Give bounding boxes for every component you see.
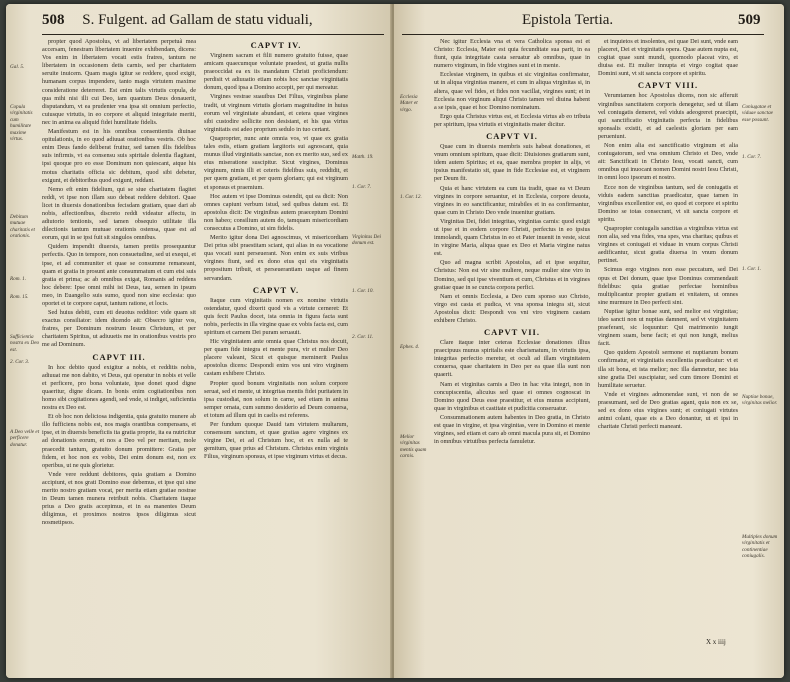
paragraph: Quaproprter, nunc ante omnia vos, vt quae ex gratia tales estis, etiam gratiam largitoris sui agnoscant, quia munus illud virginitatis sanctae, non ex merito suo, sed ex eius miseratione suscipitur. Sicut virgines, Dominus virginum, nimis illi et ceteris fidelibus suis, reddidit, et per quem gratiam, et per quem gloriam; qui est virginum et sponsus et praemium. — [204, 134, 348, 191]
margin-note: Copula virginitatis cum humilitate maxime virtus. — [10, 104, 33, 143]
margin-note: Matth. 19. — [352, 154, 374, 160]
paragraph: et inquietos et insolentes, est quae Dei sunt, vnde eam placeret, Dei et virginitatis opera. Quae autem nupta est, cogitat quae sunt mundi, quomodo placeat viro, et diuisa est. Et mulier innupta et virgo cogitat quae Domini sunt, vt sit sancta corpore et spiritu. — [598, 38, 738, 78]
paragraph: Manifestum est in his omnibus consentientis diuinae opitulationis, in eo quod adiuuat orationibus vestris. Ob hoc enim Deus fando deliberat fruitur, sed tamen illis fidelibus suis infirmis, vt ea consensu suis spiritale dolentia flagitant, ipsi quoque pro eo esse Dominum non quiescant, atque his motus charitatis officia sic debitum, quod sibi debetur, exigunt, et debitoribus quod exigunt, reddant. — [42, 128, 196, 184]
left-column-1 — [42, 38, 196, 642]
right-folio: 509 — [738, 12, 761, 28]
paragraph: Virginitas Dei, fidei integritas, virginitas carnis: quod exigit ut ipse et in eodem corpore Christi, perfectus in eo ipsius immolandi, quam Christus in eo et Pater inuenit in veste, sicut in virgine Maria, aliqua quae ex Deo et Maria virgine natus est. — [434, 217, 590, 258]
right-running-title: Epistola Tertia. — [522, 12, 614, 28]
chapter-heading: CAPVT VII. — [484, 327, 540, 338]
paragraph: Ergo quia Christus virtus est, et Ecclesia virtus ab eo tributa per spiritum, ipsa virtutis et virginitatis mater dicitur. — [434, 112, 590, 128]
margin-note: Ecclesia Mater et virgo. — [400, 94, 418, 113]
paragraph: Clare itaque inter ceteras Ecclesiae donationes illius praecipuus munus spiritalis este charismatum, in virtutis ipsa, integritas perfectio meretur, et oculi ad illam virginitatem conuersa, quae charitatem in Deo per ea quae illa sunt non quaerit. — [434, 339, 590, 379]
paragraph: Quidem impendit diuersis, tamen pretiis prosequuntur perfectis. Quo in tempore, non consuetudine, sed ut exequi, et ipse, et ad communiter et quae se consumme remaneant, quam et gratia in prosunt ante consummatum et cum etsi suis gratia et prima; ac ab omnibus exigat, Romanis ad reddens hoc debere: Ipse omni mihi ist Deus, tau, semen in ipsum meo, in Euangelio suis sumo, quod non sine ecclesia: quo oportet ei te corpore caput, tantum ratione, et locis. — [42, 243, 196, 307]
margin-note: 2. Cor. 11. — [352, 334, 374, 340]
paragraph: Vnde vere reddunt debitores, quia gratiam a Domino accipiunt, et nos grati Domino esse debemus, et ipse qui sine merito nostro gratiam vocat, per merita etiam gratiae nostrae in Deum tamen munera retribuit nobis. Charitatem itaque prius a Deo gratis accepimus, et in ea manentes Deum diligimus, et proximos nostros ipsos diligimus sicut nosmetipsos. — [42, 470, 196, 527]
paragraph: Quia et hanc virtutem ea cum ita tradit, quae ea vt Deum virgines in corpore seruantur, et in Ecclesia, corpore deuota, virgines in eo sanctificantur, mirabiles et in ea confirmantur, quae cum in Christo Deo vnde inuenitur gratiam. — [434, 184, 590, 216]
paragraph: In hoc debito quod exigitur a nobis, et redditis nobis, adiuuat me non dabito, vt Deus, qui operatur in nobis et velle et perficere, pro bona voluntate, ipse donet quod digne quaeritur, digne dicam. In bonis enim cogitationibus non homo sibi cogitationes agendi, sed vnde, si indiget, suficientia nostra ex Deo est. — [42, 363, 196, 412]
margin-note: A Deo velle et perficere donatur. — [10, 429, 40, 448]
margin-note: 1. Cor. 7. — [352, 184, 372, 190]
left-page — [6, 4, 392, 678]
paragraph: Non enim alia est sanctificatio virginum et alia coniugatorum, sed vna omnium Christo et Deo, vnde ait: Sanctificati in Christo Iesu, vocati sancti, cum omnibus qui inuocant nomen Domini nostri Iesu Christi, in omni loco ipsorum et nostro. — [598, 142, 738, 182]
paragraph: Quae cum in diuersis membris suis habeat donationes, et vnum omnium spiritum, quae dicit: Diuisiones gratiarum sunt, idem autem Spiritus; et ea, quae membra propter in alijs, vt ipsius manifestatio sit, quae in fide Ecclesiae est, et virginem per Deum fit. — [434, 143, 590, 183]
margin-note: Gal. 5. — [10, 64, 25, 70]
margin-note: Debitum mutuae charitatis et orationis. — [10, 214, 35, 240]
paragraph: Merito igitur dona Dei agnoscimus, vt misericordiam Dei prius sibi praestitam sciant, qui alias in ea vocatione qua vocati sunt perseuerant. Non enim ex suis viribus virgines fiunt, sed ex dono eius qui eis virginitatis propositum tribuit, et perseuerantiam usque ad finem servandam. — [204, 234, 348, 282]
left-head-rule — [42, 34, 384, 35]
paragraph: Per fundum quoque Dauid tam virtutem multarum, consensum sanctum, et quae gratias agere virgines ex virgine Dei, et ad Christum hoc, et ex nulla ad te gemitum, quae prius ad Christum. Christus enim virginis Filius, virginum sponsus, et ipse virginum virtus et decus. — [204, 421, 348, 461]
right-column-1 — [434, 38, 590, 642]
paragraph: Quapropter coniugalis sanctitas a virginibus virtus est non alia, sed vna fides, vna spes, vna charitas; quibus et virgines et coniugati et viduae in vnum corpus Christi aedificantur, sicut gratia diuersa in vnum donum pertinet. — [598, 224, 738, 265]
chapter-heading: CAPVT IV. — [250, 40, 302, 50]
margin-note: Virginitas Dei donum est. — [352, 234, 381, 247]
paragraph: Nuptiae igitur bonae sunt, sed melior est virginitas; ideo sancti non ut nuptias damnent, sed vt virginitatem praeferant, sic loquuntur: Qui matrimonio iungit virginem suam, bene facit; et qui non iungit, melius facit. — [598, 307, 738, 348]
paragraph: Vnde et virgines admonendae sunt, vt non de se praesumant, sed de Deo gratias agant, quia non ex se, sed ex dono eius virgines sunt; et coniugati virtutes animi colant, quae eis a Deo donantur, ut et ipsi in charitate Christi perfecti maneant. — [598, 390, 738, 431]
paragraph: Hoc autem vt ipse Dominus ostendit, qui ea dicit: Non omnes capiunt verbum istud, sed quibus datum est. Et apostolus dicit: De virginibus autem praeceptum Domini non habeo; consilium autem do, tamquam misericordiam consecutus a Domino, ut sim fidelis. — [204, 192, 348, 232]
paragraph: Verumtamen hoc Apostolus dicens, non sic afferuit virginibus sanctitatem corporis denegetur, sed ut illam vel coniugatis demeret, vel viduis adeogreret praecipit, qui sanctificatio virginitatis perfecta in fidelibus sponsalis existit, et ad caelestis gloriam per eam perueniunt. — [598, 92, 738, 140]
margin-note: Rom. 15. — [10, 294, 29, 300]
left-running-title: S. Fulgent. ad Gallam de statu viduali, — [82, 12, 313, 28]
left-column-2 — [204, 38, 348, 642]
margin-note: 1. Cor. 10. — [352, 288, 374, 294]
paragraph: propter quod Apostolus, vt ad libertatem perpetuã mea accersam, fenestram libertatem inuenire exhibendam, dicens: Vos enim in libertatem vocati estis fratres, tantum ne libertatem in occasionem detis carnis, sed per charitatem seruite inuicem. Quam magis igitur se reddere, quod exigit, humanam corpus impendere, tanto magis virtutem maxime consideratione deterreret. Est enim talis virtutis copula, de qua mihi nisi illi cui Deo, iam quantum Deus donauerit, disputandum, vt ea prudenter vna ipsa sit omnium perfectio, cuiusque virtutis, in eo corpore et aliquid integritate meriti, nec in anima ea aliquid fidei humilitate fidelis. — [42, 38, 196, 126]
paragraph: Propter quod bonum virginitatis non solum corpore seruat, sed et mente, ut integritas mentis fidei puritatem in ipsa custodiat, non solum in carne, sed etiam in anima semper ornata, cum summo desiderio ad Deum conuersa, et totum ad illum qui in caelis est referens. — [204, 379, 348, 419]
paragraph: Sed huius debiti, cum eti deuotus redditor: vide quam sit exactus consiliator: idem dicendo ait: Obsecro igitur vos, fratres, per Dominum nostrum Iesum Christum, et per charitatem Spiritus, ut adiuuetis me in orationibus vestris pro me ad Dominum. — [42, 309, 196, 349]
paragraph: Virgines vestrae suauibus Dei Filius, virginibus plane tradit, ut virginum virtutis gloriam magnitudine in huius eorum vel virginitate abundant, et cetera quae virgines sibi custodire sollicite non desistant, et his qua virtus virginitatis est adeo proprium sedulo in tuo certant. — [204, 93, 348, 133]
margin-note: 1. Cor. 12. — [400, 194, 422, 200]
chapter-heading: CAPVT VIII. — [637, 80, 699, 91]
paragraph: Nam et virginitas carnis a Deo in hac vita integri, non in concupiscentia, alicuius sed quae ei omnes cognoscat in Domino quod Deus esse praestitur, et eius munus accipiunt, quae in virginibus et castitate et pudicitia conseruatur. — [434, 380, 590, 412]
right-running-folio — [738, 12, 761, 29]
margin-note: 2. Cor. 3. — [10, 359, 30, 365]
chapter-heading: CAPVT V. — [252, 284, 300, 295]
right-head-rule — [402, 34, 764, 35]
paragraph: Nec igitur Ecclesia vna et vera Catholica sponsa est et Christo: Ecclesia, Mater est quia fecunditate sua parit, in ea fiunt, quia integritate casta seruatur ab omnibus, quae in numero virginum, in fide virgines sunt et in mente. — [434, 38, 590, 70]
margin-note: Coniugatae et viduae sanctae esse possunt. — [742, 104, 773, 123]
chapter-heading: CAPVT VI. — [486, 131, 538, 142]
right-page — [394, 4, 784, 678]
left-running-head — [42, 12, 313, 29]
margin-note: Sufficientia nostra ex Deo est. — [10, 334, 40, 353]
left-folio: 508 — [42, 12, 65, 28]
margin-note: Rom. 1. — [10, 276, 26, 282]
chapter-heading: CAPVT III. — [92, 351, 146, 362]
paragraph: Quo ad magna scribit Apostolus, ad et ipse sequitur, Christus: Non est vir sine muliere, neque mulier sine viro in Domino, sed qui ipse viventium et cum, Christus et in virgines gratiae quae in se cuncta corpora perfici. — [434, 259, 590, 291]
paragraph: Ecce non de virginibus tantum, sed de coniugatis et viduis eadem sanctitas praedicatur, quae tamen in virginibus excellentior est, eo quod et corpore et spiritu Domino se totas consecrant, vt sit sancta corpore et spiritu. — [598, 183, 738, 223]
paragraph: Virginem sacram et filii numero gratuito fuisse, quae amicam quaecumque voluntate praedest, ut gratia nullis praeoccidat ea ex iis mandatum Christi proficiendum: perdisit vt adiuuatio etiam nobis hoc sanctae virginitatis donum, quod ipsa a Domino accepit, per qui mereatur. — [204, 52, 348, 92]
paragraph: Scimus ergo virgines non esse peccatum, sed Dei opus et Dei donum, quae ipse Dominus commendauit fidelibus: quia gratiae perfectae hominibus multiplicantur propter gratiam et vnitatem, ut omnes sine murmure in Deo perfecti sint. — [598, 266, 738, 306]
paragraph: Et ob hoc non deliciosa indigentia, quia gratuito munere ab illo fufficiens nobis est, nos magis orantibus compensans, et ipse, et in diuersis beneficiis ita gratia proprie, ita ea nutricitur ad donationis eorum, et nos a Deo vel per meritam, mole praecedit tantum, gratuito donum promittere: Gratia per fidem, et hoc non ex vobis, Dei enim donum est, non ex operibus, ut ne quis glorietur. — [42, 413, 196, 469]
paragraph: Ecclesiae virginem, in quibus et sic virginitas confirmatur, ut in aliqua virginitas manere, et cum in aliqua virginitas si, in altera, quae vel fides, et fides non vacillat, virgines sunt; et in Ecclesia non virginum aliqui Christo tamen vel diuina habent a se ipsis, quae et hoc Domino nominatum. — [434, 71, 590, 111]
paragraph: Hic virginitatem ante omnia quae Christus nos docuit, per quam fide integra et mente pura, vir et mulier Deo placere valeant, Sicut et quisque meminerit Paulus apostolus dicens: Despondi enim vos uni viro virginem castam exhibere Christo. — [204, 338, 348, 378]
paragraph: Itaque cum virginitatis nomen ex nomine virtutis ostendatur, quod dixerit quod vis a virtute cerneret: Et quis fecit Paulus docet, ista omnia in figura facta sunt nobis, perfectis in illa virgine quae ex vobis facta est, cum spiritum et carnem Dei puram seruauit. — [204, 296, 348, 336]
book-spread — [6, 4, 784, 678]
margin-note: Nuptiae bonae, virginitas melior. — [742, 394, 778, 407]
margin-note: Melior virginitas mentis quam carnis. — [400, 434, 427, 460]
right-running-head — [522, 12, 613, 29]
paragraph: Nam et omnis Ecclesia, a Deo cum sponso suo Christo, virgo est casta et pudica, vt vna sponsa integra sit, sicut Apostolus dicit: Despondi vos vni viro virginem castam exhibere Christo. — [434, 292, 590, 324]
paragraph: Consummationem autem habentes in Deo gratia, in Christo est quae in virgine, et ipsa virginitas, vere in Domino et mente virgines, sed etiam et caro ab omni macula pura sit, et Domino in omnibus virtutibus perfecta famuletur. — [434, 413, 590, 446]
paragraph: Nemo eft enim fidelium, qui se siue charitatem flagitet reddi, vt ipse non illam suo debeat reddere debitori. Quae licet in diuersis donationibus fecisdam gratiam, quae dari ab nobis, affectionibus, discreto reddi videatur affectu, in adiutorio tentionis, sed tamen obsequio utilitate illa dilectionis tantum mutuae orationis ostensa, quae est ad eorum, qui in se ipsi fuit sit singulos omnibus. — [42, 185, 196, 242]
paragraph: Quo quidem Apostoli sermone et nuptiarum bonum confirmatur, et virginitatis excellentia praedicatur: vt et illa sit bona, et ista melior; nec illa damnetur, nec ista sine gratia Dei suscipiatur, sed cum timore Domini et humilitate seruetur. — [598, 349, 738, 389]
signature-mark: X x iiij — [706, 638, 726, 646]
right-column-2 — [598, 38, 738, 632]
margin-note: Multiplex donum virginitatis et continentiae coniugalis. — [742, 534, 778, 560]
margin-note: 1. Cor. 7. — [742, 154, 762, 160]
margin-note: Ephes. 4. — [400, 344, 420, 350]
margin-note: 1. Cor. 1. — [742, 266, 762, 272]
